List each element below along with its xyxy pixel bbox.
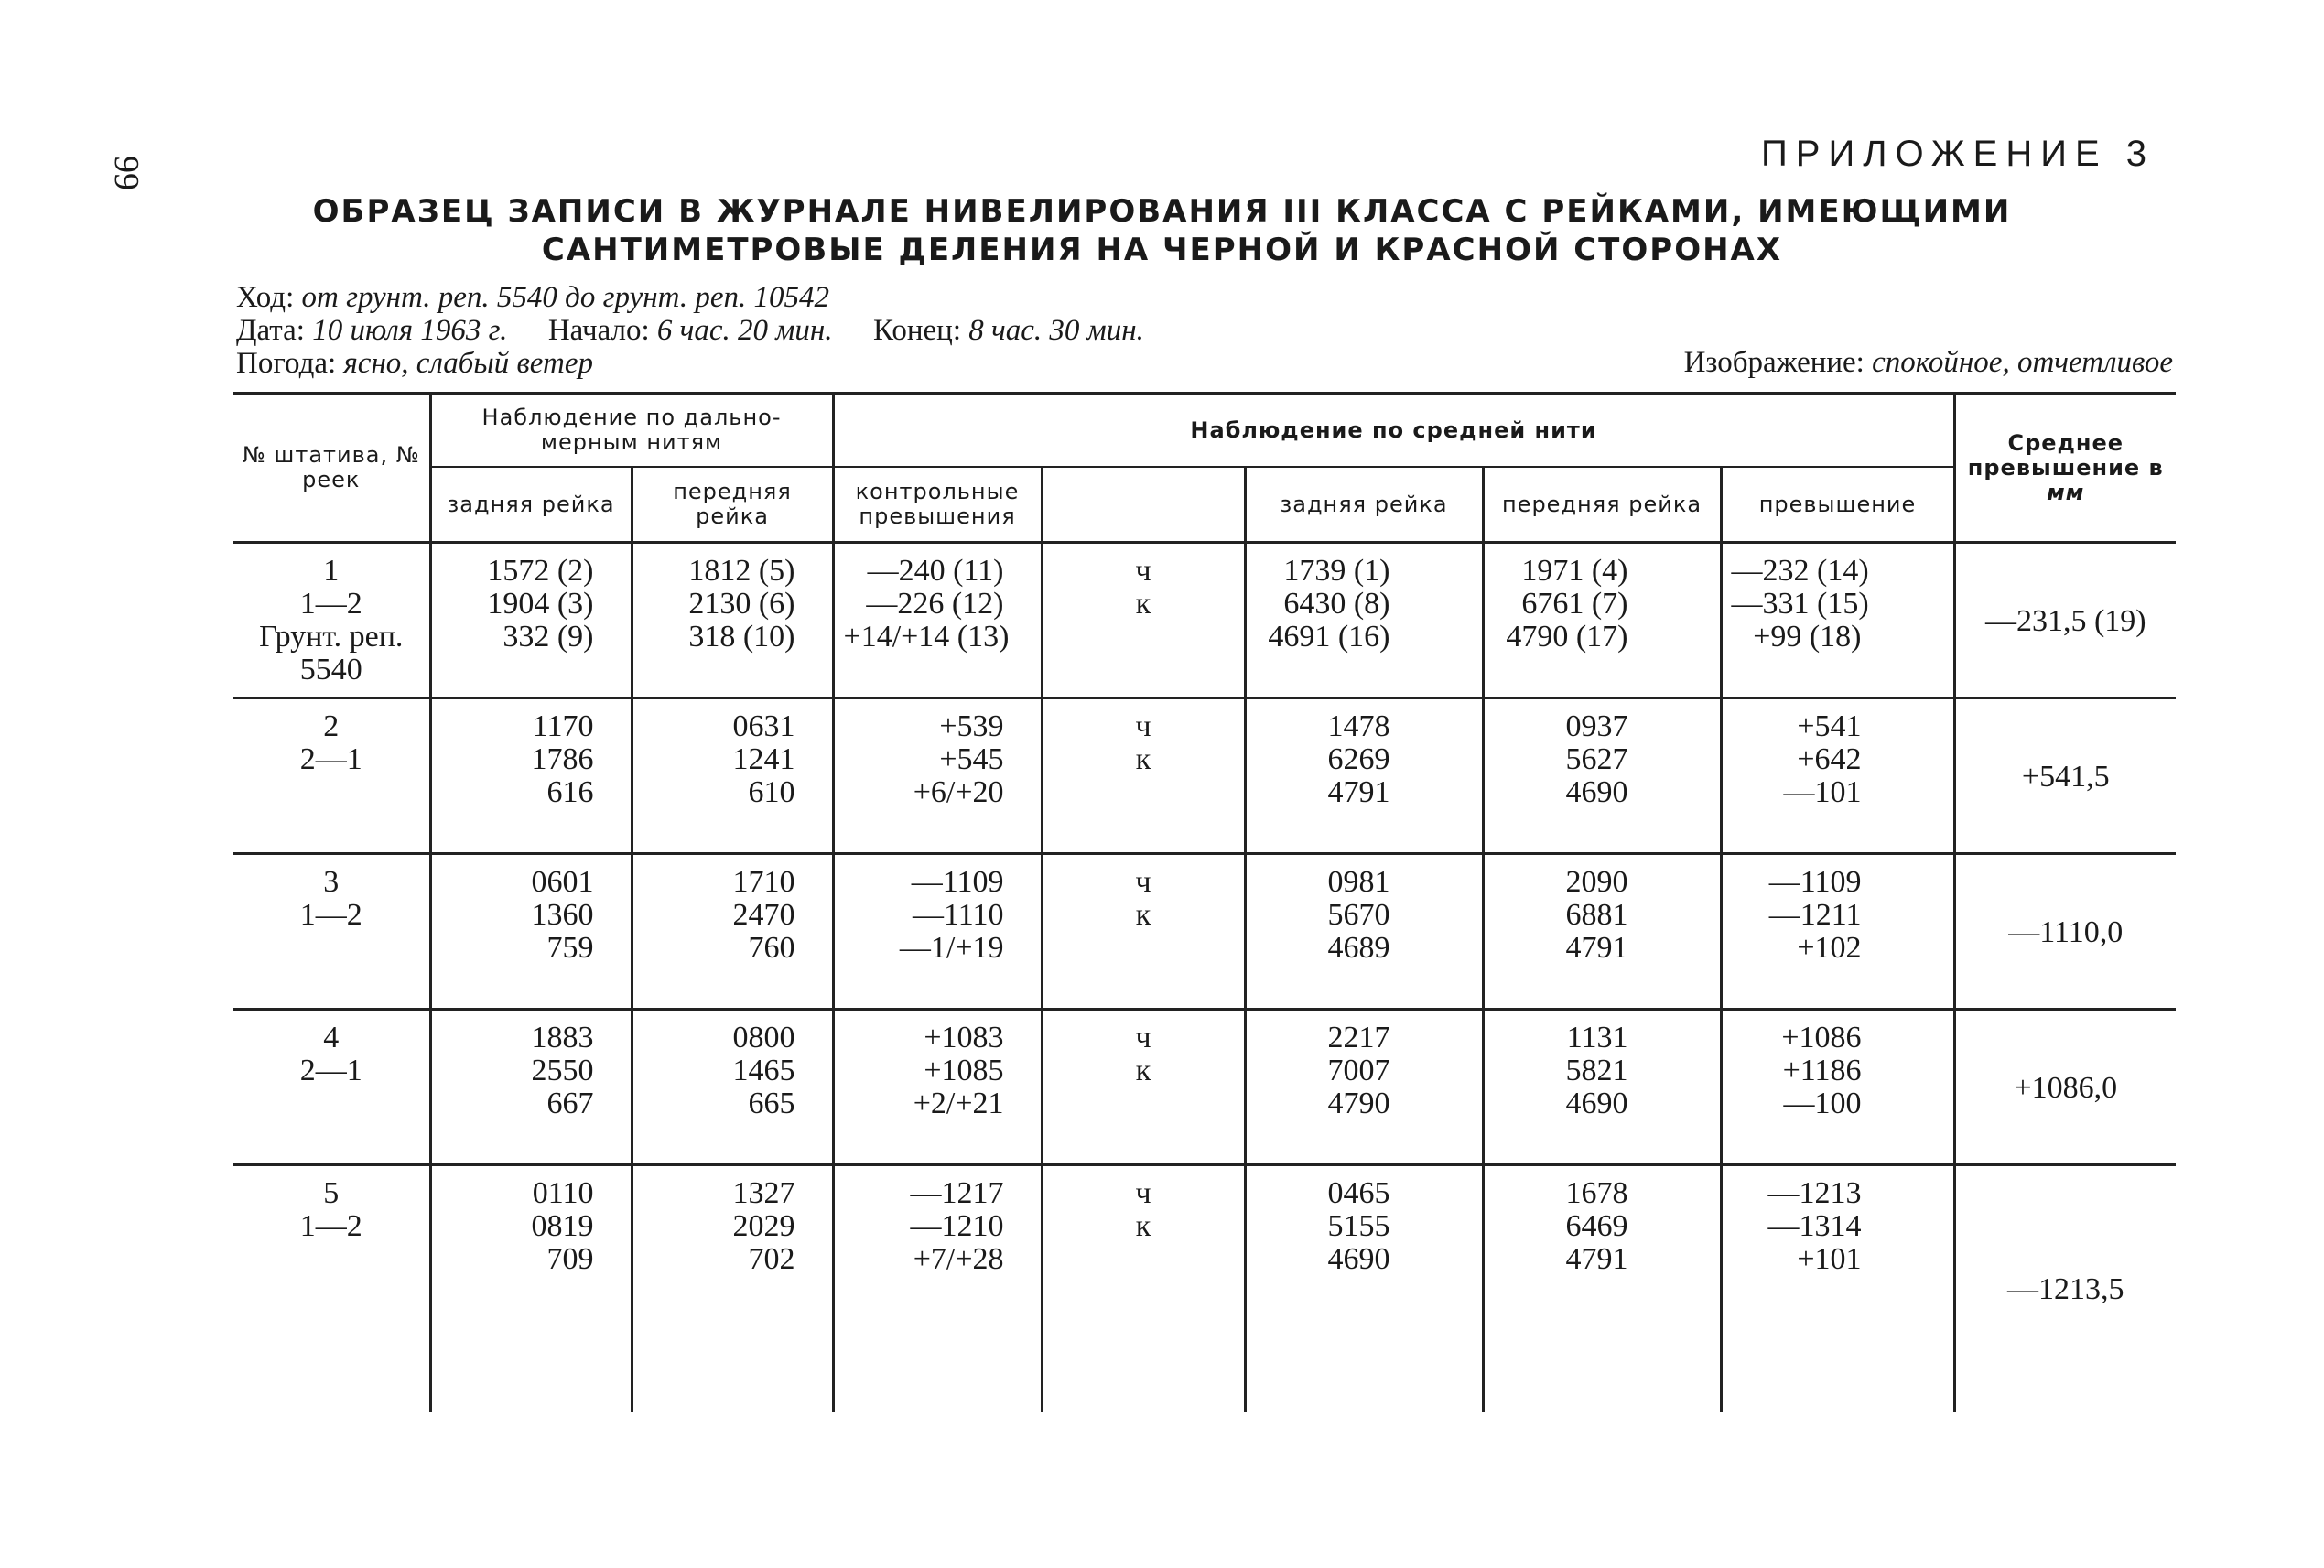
cell-line: Грунт. реп. bbox=[259, 620, 404, 654]
cell-line: к bbox=[1135, 1209, 1151, 1243]
cell-mid-back bbox=[1245, 698, 1483, 854]
cell-line: —1217 bbox=[910, 1176, 1004, 1210]
cell-line: +1186 bbox=[1782, 1054, 1862, 1087]
cell-line: 4790 bbox=[1327, 1087, 1390, 1120]
table-row bbox=[233, 543, 2176, 698]
cell-side bbox=[1042, 543, 1245, 698]
cell-line: 4689 bbox=[1327, 931, 1390, 965]
cell-front bbox=[632, 543, 833, 698]
cell-line: 1 bbox=[323, 554, 340, 588]
weather-line bbox=[236, 346, 593, 381]
cell-line: 0937 bbox=[1565, 709, 1628, 743]
cell-line: 759 bbox=[546, 931, 594, 965]
header-mean-unit: мм bbox=[2047, 479, 2085, 505]
cell-side bbox=[1042, 854, 1245, 1010]
cell-line: —226 (12) bbox=[866, 587, 1004, 621]
cell-line: 6469 bbox=[1565, 1209, 1628, 1243]
route-value: от грунт. реп. 5540 до грунт. реп. 10542 bbox=[301, 281, 829, 314]
cell-front bbox=[632, 1165, 833, 1412]
cell-back bbox=[430, 543, 632, 698]
cell-line: 4691 (16) bbox=[1268, 620, 1390, 654]
cell-line: 5627 bbox=[1565, 742, 1628, 776]
appendix-label: ПРИЛОЖЕНИЕ 3 bbox=[1761, 134, 2155, 174]
cell-line: +14/+14 (13) bbox=[843, 620, 1010, 654]
cell-line: 5670 bbox=[1327, 898, 1390, 932]
header-middle-group: Наблюдение по средней нити bbox=[833, 394, 1954, 468]
table-row bbox=[233, 1010, 2176, 1165]
cell-line: 5540 bbox=[299, 653, 362, 687]
cell-line: ч bbox=[1135, 865, 1151, 899]
cell-line: 1739 (1) bbox=[1283, 554, 1390, 588]
cell-line: +6/+20 bbox=[913, 775, 1004, 809]
cell-back bbox=[430, 698, 632, 854]
image-quality-label: Изображение: bbox=[1683, 346, 1865, 379]
cell-line: 1883 bbox=[531, 1021, 594, 1054]
cell-line: 6430 (8) bbox=[1283, 587, 1390, 621]
cell-line: 1—2 bbox=[299, 1209, 362, 1243]
cell-mid-back bbox=[1245, 1010, 1483, 1165]
cell-mean: +541,5 bbox=[1954, 698, 2176, 854]
header-side bbox=[1042, 467, 1245, 543]
cell-line: 4791 bbox=[1565, 931, 1628, 965]
route-line bbox=[236, 280, 829, 315]
cell-line: +99 (18) bbox=[1753, 620, 1862, 654]
header-mid-front-rod: передняя рейка bbox=[1483, 467, 1721, 543]
cell-mid-front bbox=[1483, 1165, 1721, 1412]
header-control: контрольные превышения bbox=[833, 467, 1042, 543]
cell-line: 5821 bbox=[1565, 1054, 1628, 1087]
cell-line: 5 bbox=[323, 1176, 340, 1210]
cell-line: 1812 (5) bbox=[688, 554, 795, 588]
date-label: Дата: bbox=[236, 314, 305, 347]
cell-line: 4 bbox=[323, 1021, 340, 1054]
cell-control bbox=[833, 1165, 1042, 1412]
header-range-group: Наблюдение по дально-мерным нитям bbox=[430, 394, 833, 468]
cell-mid-back bbox=[1245, 543, 1483, 698]
cell-line: 1170 bbox=[532, 709, 594, 743]
cell-line: +541 bbox=[1797, 709, 1862, 743]
cell-line: +545 bbox=[939, 742, 1004, 776]
cell-station bbox=[233, 854, 430, 1010]
cell-line: 702 bbox=[748, 1242, 795, 1276]
header-mid-back-rod: задняя рейка bbox=[1245, 467, 1483, 543]
cell-back bbox=[430, 1010, 632, 1165]
cell-line: +1086 bbox=[1781, 1021, 1862, 1054]
cell-back bbox=[430, 854, 632, 1010]
cell-line: 3 bbox=[323, 865, 340, 899]
cell-line: —240 (11) bbox=[867, 554, 1004, 588]
cell-line: 4690 bbox=[1565, 775, 1628, 809]
cell-line: —100 bbox=[1783, 1087, 1862, 1120]
cell-line: 665 bbox=[748, 1087, 795, 1120]
cell-line: ч bbox=[1135, 1021, 1151, 1054]
cell-front bbox=[632, 854, 833, 1010]
cell-line: к bbox=[1135, 1054, 1151, 1087]
date-value: 10 июля 1963 г. bbox=[312, 314, 508, 347]
cell-line: к bbox=[1135, 742, 1151, 776]
cell-line: ч bbox=[1135, 709, 1151, 743]
cell-line: 1131 bbox=[1566, 1021, 1628, 1054]
cell-mid-front bbox=[1483, 698, 1721, 854]
cell-control bbox=[833, 698, 1042, 854]
cell-line: —1109 bbox=[1768, 865, 1862, 899]
cell-side bbox=[1042, 1165, 1245, 1412]
cell-line: —1110 bbox=[913, 898, 1004, 932]
cell-line: —1314 bbox=[1767, 1209, 1862, 1243]
cell-line: 2029 bbox=[732, 1209, 795, 1243]
cell-line: 2090 bbox=[1565, 865, 1628, 899]
cell-control bbox=[833, 543, 1042, 698]
cell-front bbox=[632, 698, 833, 854]
cell-line: +1083 bbox=[924, 1021, 1004, 1054]
cell-line: +101 bbox=[1797, 1242, 1862, 1276]
cell-back bbox=[430, 1165, 632, 1412]
cell-mean: —1110,0 bbox=[1954, 854, 2176, 1010]
cell-line: 6761 (7) bbox=[1521, 587, 1628, 621]
cell-line: —1211 bbox=[1768, 898, 1862, 932]
cell-line: —1213 bbox=[1767, 1176, 1862, 1210]
cell-line: 0819 bbox=[531, 1209, 594, 1243]
cell-line: 1465 bbox=[732, 1054, 795, 1087]
cell-line: +539 bbox=[939, 709, 1004, 743]
cell-line: 4690 bbox=[1327, 1242, 1390, 1276]
cell-line: 0465 bbox=[1327, 1176, 1390, 1210]
cell-line: 709 bbox=[546, 1242, 594, 1276]
title-line-1: ОБРАЗЕЦ ЗАПИСИ В ЖУРНАЛЕ НИВЕЛИРОВАНИЯ III КЛАССА С РЕЙКАМИ, ИМЕЮЩИМИ bbox=[312, 193, 2012, 230]
cell-line: 1327 bbox=[732, 1176, 795, 1210]
cell-line: +7/+28 bbox=[913, 1242, 1004, 1276]
cell-line: —1109 bbox=[911, 865, 1004, 899]
cell-mid-back bbox=[1245, 854, 1483, 1010]
cell-line: 0601 bbox=[531, 865, 594, 899]
cell-line: 0800 bbox=[732, 1021, 795, 1054]
cell-line: 1678 bbox=[1565, 1176, 1628, 1210]
cell-line: 4790 (17) bbox=[1506, 620, 1628, 654]
cell-line: 1478 bbox=[1327, 709, 1390, 743]
cell-station bbox=[233, 1010, 430, 1165]
cell-line: 2130 (6) bbox=[688, 587, 795, 621]
cell-mid-front bbox=[1483, 543, 1721, 698]
cell-line: 1360 bbox=[531, 898, 594, 932]
route-label: Ход: bbox=[236, 281, 295, 314]
cell-mean: —1213,5 bbox=[1954, 1165, 2176, 1412]
cell-side bbox=[1042, 1010, 1245, 1165]
cell-line: 5155 bbox=[1327, 1209, 1390, 1243]
cell-line: 6269 bbox=[1327, 742, 1390, 776]
cell-line: 1—2 bbox=[299, 587, 362, 621]
cell-mid-front bbox=[1483, 854, 1721, 1010]
cell-line: 1241 bbox=[732, 742, 795, 776]
cell-line: —101 bbox=[1783, 775, 1862, 809]
cell-line: +1085 bbox=[924, 1054, 1004, 1087]
header-mean-label: Среднее превышение в bbox=[1967, 429, 2164, 481]
start-label: Начало: bbox=[547, 314, 650, 347]
cell-line: 6881 bbox=[1565, 898, 1628, 932]
header-back-rod: задняя рейка bbox=[430, 467, 632, 543]
cell-line: 1971 (4) bbox=[1521, 554, 1628, 588]
table-row bbox=[233, 1165, 2176, 1412]
cell-line: 667 bbox=[546, 1087, 594, 1120]
page-title bbox=[0, 192, 2324, 269]
cell-line: 616 bbox=[546, 775, 594, 809]
cell-station bbox=[233, 698, 430, 854]
cell-elevation bbox=[1721, 1165, 1954, 1412]
cell-line: —232 (14) bbox=[1731, 554, 1869, 588]
cell-line: +2/+21 bbox=[913, 1087, 1004, 1120]
end-value: 8 час. 30 мин. bbox=[968, 314, 1144, 347]
cell-line: —331 (15) bbox=[1731, 587, 1869, 621]
cell-line: 760 bbox=[748, 931, 795, 965]
cell-line: 2217 bbox=[1327, 1021, 1390, 1054]
cell-line: 610 bbox=[748, 775, 795, 809]
header-mean bbox=[1954, 394, 2176, 543]
weather-value: ясно, слабый ветер bbox=[343, 347, 593, 380]
cell-mid-back bbox=[1245, 1165, 1483, 1412]
cell-line: 7007 bbox=[1327, 1054, 1390, 1087]
cell-mean: +1086,0 bbox=[1954, 1010, 2176, 1165]
cell-line: 0981 bbox=[1327, 865, 1390, 899]
cell-line: 4791 bbox=[1327, 775, 1390, 809]
cell-mean: —231,5 (19) bbox=[1954, 543, 2176, 698]
cell-line: 1904 (3) bbox=[487, 587, 594, 621]
cell-elevation bbox=[1721, 543, 1954, 698]
table-row bbox=[233, 698, 2176, 854]
cell-line: +102 bbox=[1797, 931, 1862, 965]
leveling-journal-table bbox=[233, 392, 2176, 1412]
cell-line: —1/+19 bbox=[899, 931, 1004, 965]
cell-line: ч bbox=[1135, 554, 1151, 588]
cell-line: 332 (9) bbox=[503, 620, 594, 654]
cell-line: 2470 bbox=[732, 898, 795, 932]
cell-elevation bbox=[1721, 1010, 1954, 1165]
cell-line: +642 bbox=[1797, 742, 1862, 776]
cell-line: к bbox=[1135, 587, 1151, 621]
cell-line: 2—1 bbox=[299, 742, 362, 776]
header-front-rod: передняя рейка bbox=[632, 467, 833, 543]
cell-line: 4690 bbox=[1565, 1087, 1628, 1120]
end-label: Конец: bbox=[872, 314, 961, 347]
cell-elevation bbox=[1721, 698, 1954, 854]
page-number: 99 bbox=[107, 156, 146, 190]
cell-line: 2550 bbox=[531, 1054, 594, 1087]
image-quality-line bbox=[1684, 346, 2173, 380]
cell-front bbox=[632, 1010, 833, 1165]
header-station: № штатива, № реек bbox=[233, 394, 430, 543]
cell-line: 0110 bbox=[532, 1176, 594, 1210]
cell-station bbox=[233, 1165, 430, 1412]
cell-line: 318 (10) bbox=[688, 620, 795, 654]
start-value: 6 час. 20 мин. bbox=[656, 314, 833, 347]
cell-control bbox=[833, 1010, 1042, 1165]
cell-station bbox=[233, 543, 430, 698]
cell-line: 1710 bbox=[732, 865, 795, 899]
cell-line: 2 bbox=[323, 709, 340, 743]
cell-line: к bbox=[1135, 898, 1151, 932]
cell-line: ч bbox=[1135, 1176, 1151, 1210]
cell-elevation bbox=[1721, 854, 1954, 1010]
cell-side bbox=[1042, 698, 1245, 854]
cell-line: 1—2 bbox=[299, 898, 362, 932]
cell-control bbox=[833, 854, 1042, 1010]
cell-line: 2—1 bbox=[299, 1054, 362, 1087]
cell-line: 0631 bbox=[732, 709, 795, 743]
cell-mid-front bbox=[1483, 1010, 1721, 1165]
cell-line: —1210 bbox=[910, 1209, 1004, 1243]
cell-line: 1572 (2) bbox=[487, 554, 594, 588]
cell-line: 1786 bbox=[531, 742, 594, 776]
weather-label: Погода: bbox=[236, 347, 337, 380]
header-elevation: превышение bbox=[1721, 467, 1954, 543]
title-line-2: САНТИМЕТРОВЫЕ ДЕЛЕНИЯ НА ЧЕРНОЙ И КРАСНОЙ СТОРОНАХ bbox=[541, 232, 1783, 268]
image-quality-value: спокойное, отчетливое bbox=[1872, 346, 2173, 379]
table-row bbox=[233, 854, 2176, 1010]
date-line bbox=[236, 313, 1144, 348]
cell-line: 4791 bbox=[1565, 1242, 1628, 1276]
